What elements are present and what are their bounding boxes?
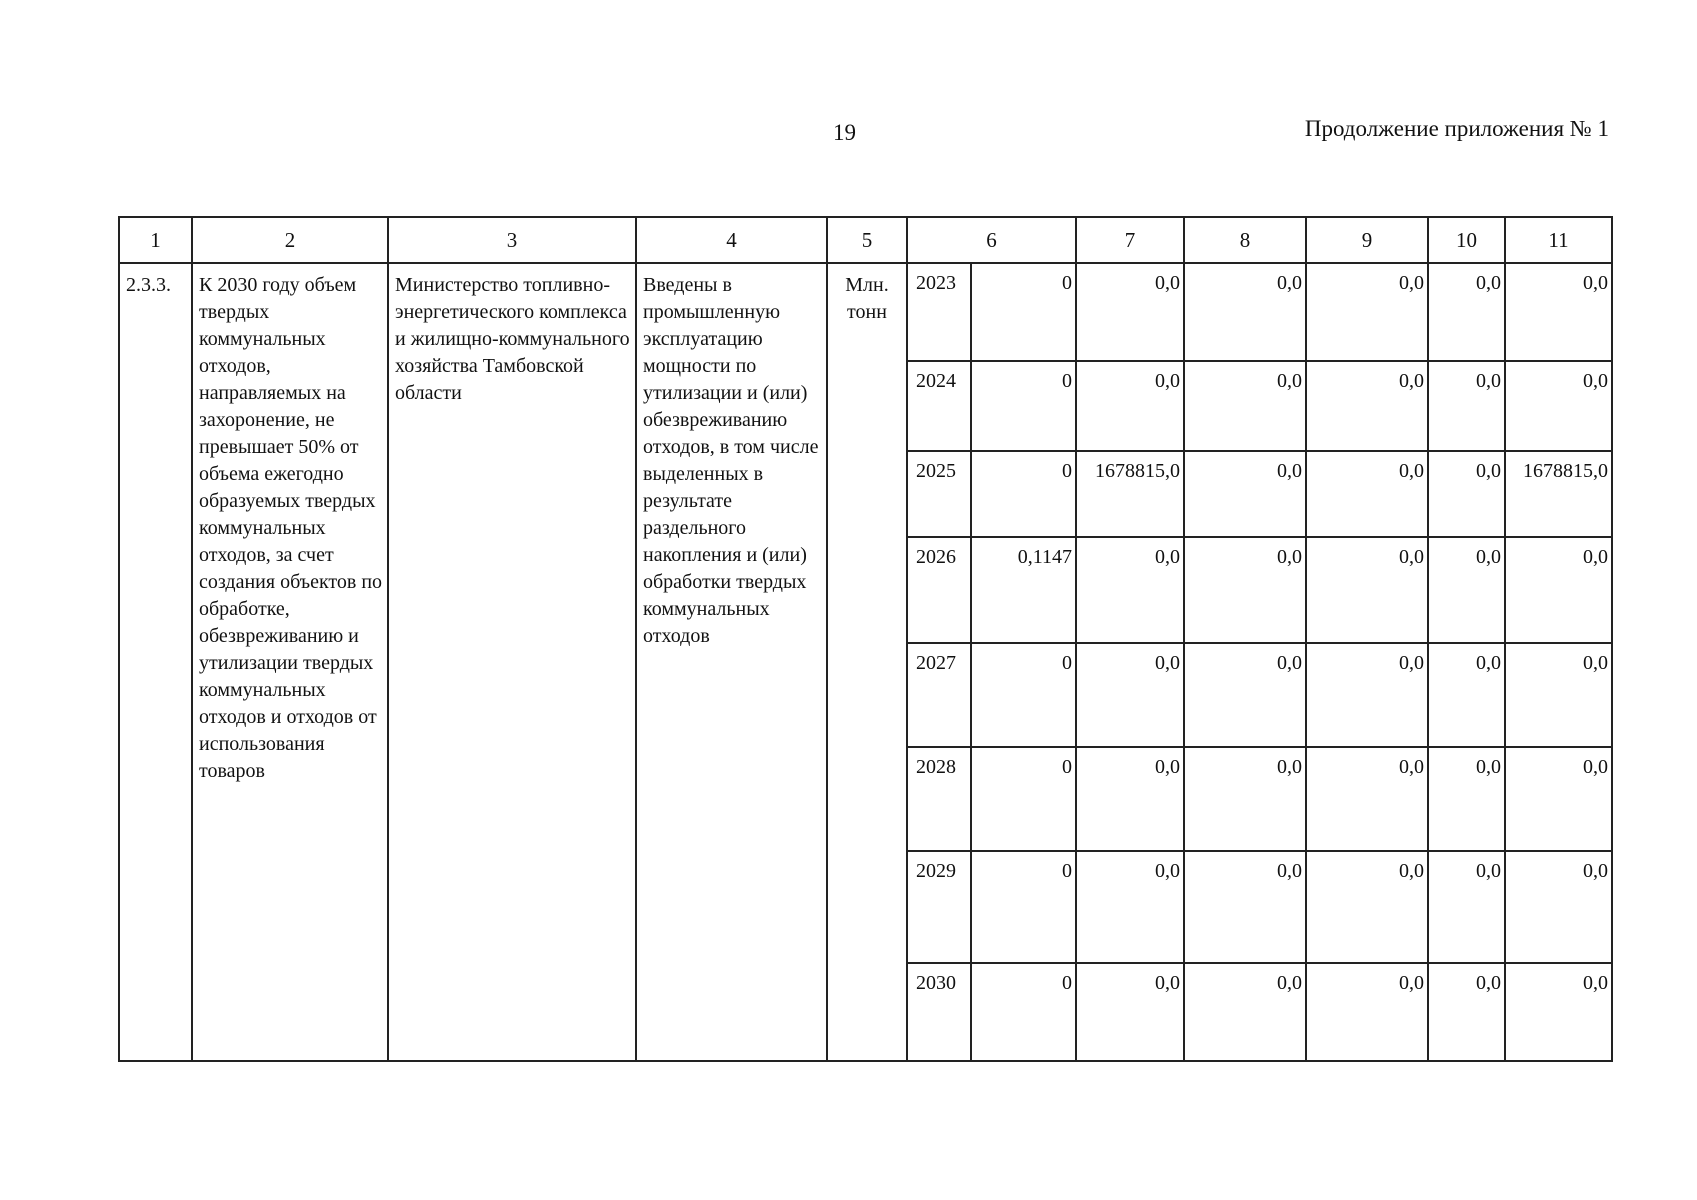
col-header-10: 10 [1428,217,1505,263]
value-cell: 0,1147 [971,537,1076,643]
col11-cell: 0,0 [1505,643,1612,747]
col7-cell: 0,0 [1076,851,1184,963]
col10-cell: 0,0 [1428,747,1505,851]
col8-cell: 0,0 [1184,963,1306,1061]
value-cell: 0 [971,963,1076,1061]
col11-cell: 0,0 [1505,963,1612,1061]
col11-cell: 0,0 [1505,747,1612,851]
col8-cell: 0,0 [1184,361,1306,451]
value-cell: 0 [971,851,1076,963]
col9-cell: 0,0 [1306,851,1428,963]
col-header-5: 5 [827,217,907,263]
col7-cell: 1678815,0 [1076,451,1184,537]
col-header-6: 6 [907,217,1076,263]
value-cell: 0 [971,747,1076,851]
col-header-9: 9 [1306,217,1428,263]
year-cell: 2025 [907,451,971,537]
col11-cell: 0,0 [1505,361,1612,451]
col10-cell: 0,0 [1428,537,1505,643]
year-cell: 2029 [907,851,971,963]
year-cell: 2030 [907,963,971,1061]
col8-cell: 0,0 [1184,643,1306,747]
col9-cell: 0,0 [1306,361,1428,451]
col9-cell: 0,0 [1306,263,1428,361]
col9-cell: 0,0 [1306,537,1428,643]
col7-cell: 0,0 [1076,963,1184,1061]
header-row [119,217,1612,263]
col7-cell: 0,0 [1076,747,1184,851]
responsible-text: Министерство топливно-энергетического комплекса и жилищно-коммунального хозяйства Тамбовской области [388,263,636,1061]
year-cell: 2024 [907,361,971,451]
value-cell: 0 [971,263,1076,361]
col-header-4: 4 [636,217,827,263]
item-number: 2.3.3. [119,263,192,1061]
col10-cell: 0,0 [1428,851,1505,963]
col-header-1: 1 [119,217,192,263]
col11-cell: 0,0 [1505,537,1612,643]
value-cell: 0 [971,361,1076,451]
col-header-3: 3 [388,217,636,263]
col8-cell: 0,0 [1184,747,1306,851]
col7-cell: 0,0 [1076,361,1184,451]
col11-cell: 1678815,0 [1505,451,1612,537]
appendix-label: Продолжение приложения № 1 [1304,116,1609,141]
col-header-11: 11 [1505,217,1612,263]
col8-cell: 0,0 [1184,851,1306,963]
page-number: 19 [833,120,856,145]
col7-cell: 0,0 [1076,263,1184,361]
col-header-2: 2 [192,217,388,263]
year-cell: 2028 [907,747,971,851]
col11-cell: 0,0 [1505,263,1612,361]
year-cell: 2026 [907,537,971,643]
col9-cell: 0,0 [1306,747,1428,851]
indicator-text: К 2030 году объем твердых коммунальных отходов, направляемых на захоронение, не превышает 50% от объема ежегодно образуемых твердых коммунальных отходов, за счет создания объектов по обработке, обезвреживанию и утилизации твердых коммунальных отходов и отходов от использования товаров [192,263,388,1061]
col11-cell: 0,0 [1505,851,1612,963]
unit-text: Млн. тонн [827,263,907,1061]
col-header-7: 7 [1076,217,1184,263]
col10-cell: 0,0 [1428,451,1505,537]
col9-cell: 0,0 [1306,451,1428,537]
table-row [119,263,1612,361]
col10-cell: 0,0 [1428,361,1505,451]
col9-cell: 0,0 [1306,963,1428,1061]
col8-cell: 0,0 [1184,537,1306,643]
year-cell: 2027 [907,643,971,747]
col8-cell: 0,0 [1184,263,1306,361]
data-table [118,216,1613,1062]
col10-cell: 0,0 [1428,963,1505,1061]
value-cell: 0 [971,643,1076,747]
col10-cell: 0,0 [1428,263,1505,361]
col-header-8: 8 [1184,217,1306,263]
result-text: Введены в промышленную эксплуатацию мощности по утилизации и (или) обезвреживанию отходов, в том числе выделенных в результате раздельного накопления и (или) обработки твердых коммунальных отходов [636,263,827,1061]
col10-cell: 0,0 [1428,643,1505,747]
col8-cell: 0,0 [1184,451,1306,537]
col7-cell: 0,0 [1076,643,1184,747]
year-cell: 2023 [907,263,971,361]
value-cell: 0 [971,451,1076,537]
col7-cell: 0,0 [1076,537,1184,643]
col9-cell: 0,0 [1306,643,1428,747]
